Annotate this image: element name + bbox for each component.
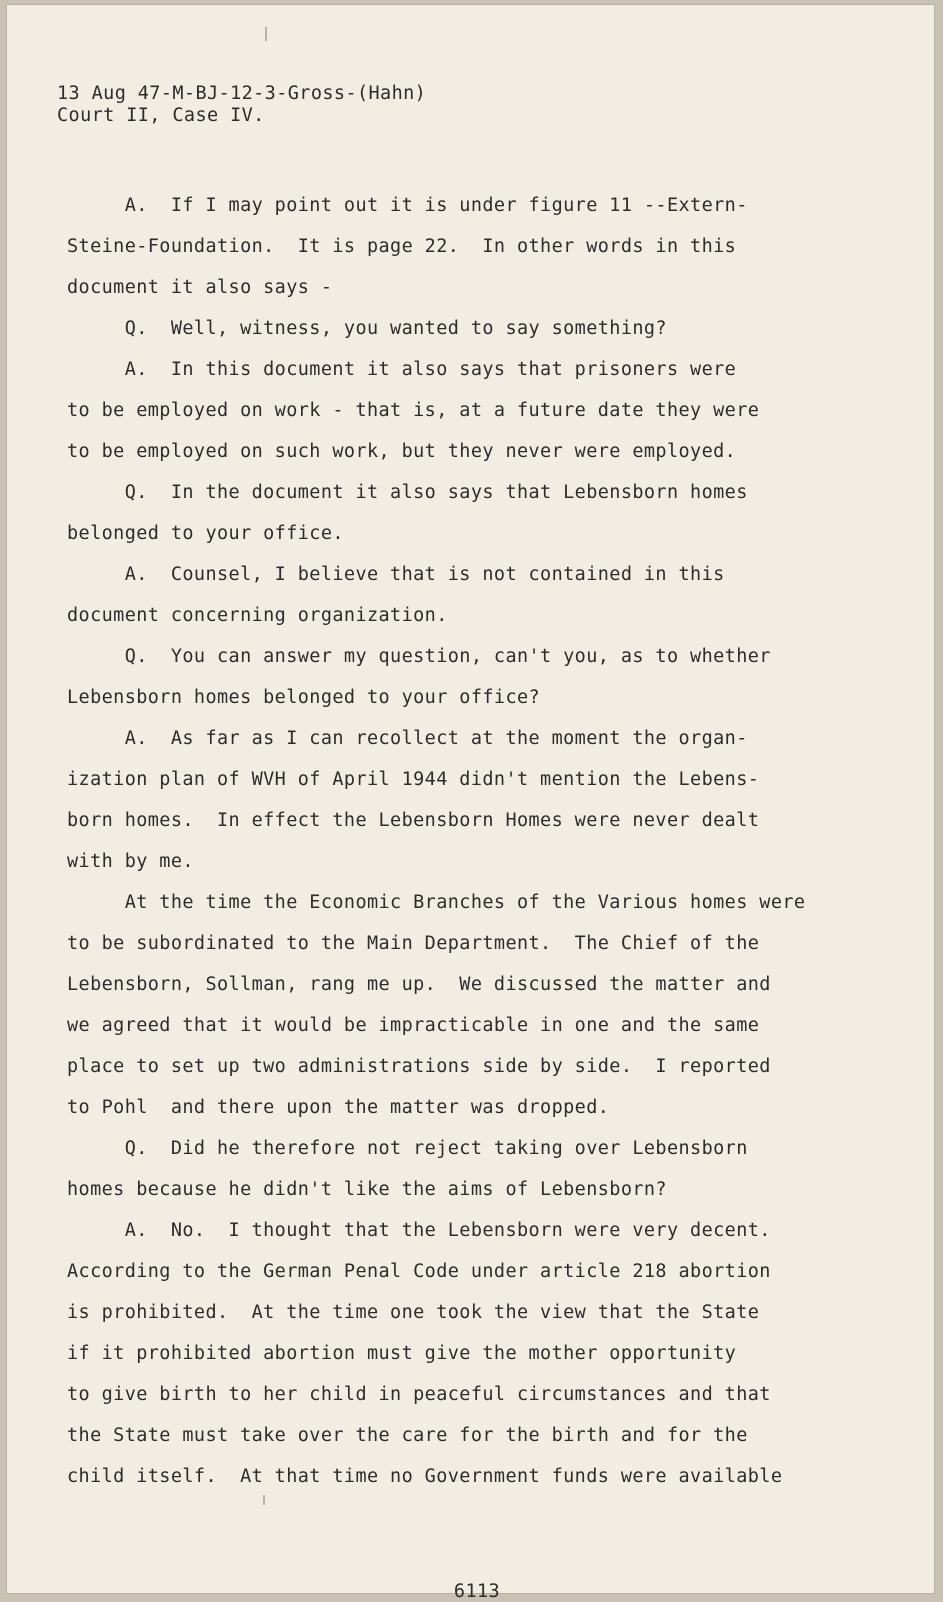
header-case-line: 13 Aug 47-M-BJ-12-3-Gross-(Hahn): [57, 83, 427, 104]
transcript-line: child itself. At that time no Government funds were available: [67, 1466, 783, 1487]
transcript-line: A. As far as I can recollect at the moment the organ-: [67, 728, 748, 749]
transcript-line: Q. Did he therefore not reject taking over Lebensborn: [67, 1138, 748, 1159]
transcript-line: to be subordinated to the Main Department. The Chief of the: [67, 933, 760, 954]
transcript-line: Lebensborn homes belonged to your office?: [67, 687, 541, 708]
page-number: 6113: [453, 1581, 501, 1602]
transcript-line: belonged to your office.: [67, 523, 344, 544]
transcript-line: Steine-Foundation. It is page 22. In other words in this: [67, 236, 737, 257]
paper-speck: [265, 27, 267, 41]
transcript-line: ization plan of WVH of April 1944 didn't mention the Lebens-: [67, 769, 760, 790]
transcript-line: to Pohl and there upon the matter was dropped.: [67, 1097, 610, 1118]
transcript-line: homes because he didn't like the aims of Lebensborn?: [67, 1179, 667, 1200]
transcript-line: A. Counsel, I believe that is not contained in this: [67, 564, 725, 585]
header-court-line: Court II, Case IV.: [57, 105, 265, 126]
transcript-line: is prohibited. At the time one took the view that the State: [67, 1302, 760, 1323]
typed-text: [57, 83, 897, 1602]
transcript-line: the State must take over the care for the birth and for the: [67, 1425, 748, 1446]
transcript-line: place to set up two administrations side by side. I reported: [67, 1056, 771, 1077]
transcript-line: to be employed on work - that is, at a future date they were: [67, 400, 760, 421]
transcript-line: we agreed that it would be impracticable in one and the same: [67, 1015, 760, 1036]
transcript-body: [67, 185, 897, 1497]
transcript-line: At the time the Economic Branches of the Various homes were: [67, 892, 806, 913]
transcript-line: Q. In the document it also says that Lebensborn homes: [67, 482, 748, 503]
transcript-line: document it also says -: [67, 277, 333, 298]
transcript-line: document concerning organization.: [67, 605, 448, 626]
transcript-line: A. No. I thought that the Lebensborn were very decent.: [67, 1220, 771, 1241]
transcript-line: Q. You can answer my question, can't you, as to whether: [67, 646, 771, 667]
transcript-line: if it prohibited abortion must give the mother opportunity: [67, 1343, 737, 1364]
transcript-line: Lebensborn, Sollman, rang me up. We discussed the matter and: [67, 974, 771, 995]
transcript-line: A. In this document it also says that prisoners were: [67, 359, 737, 380]
document-page: [6, 4, 935, 1602]
transcript-line: to be employed on such work, but they never were employed.: [67, 441, 737, 462]
transcript-line: A. If I may point out it is under figure 11 --Extern-: [67, 195, 748, 216]
transcript-line: with by me.: [67, 851, 194, 872]
transcript-line: born homes. In effect the Lebensborn Homes were never dealt: [67, 810, 760, 831]
transcript-line: According to the German Penal Code under article 218 abortion: [67, 1261, 771, 1282]
transcript-line: to give birth to her child in peaceful circumstances and that: [67, 1384, 771, 1405]
transcript-line: Q. Well, witness, you wanted to say something?: [67, 318, 667, 339]
